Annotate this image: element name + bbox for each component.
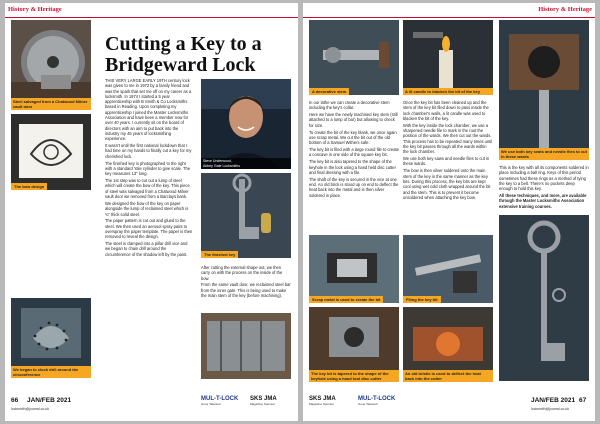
page-number: 66 (11, 397, 19, 404)
photo-steel-salvaged (11, 20, 91, 110)
body-column-5 (499, 165, 589, 211)
portrait-caption: Steve Underwood, Abbey Gate Locksmiths (201, 158, 291, 169)
photo-clock-drill (11, 298, 91, 378)
email: locksmith@journal.co.uk (531, 407, 569, 411)
paragraph: The steel is clamped into a pillar drill vice and we began to chain drill around the circumference of the shadow left by the paint. (105, 241, 188, 257)
section-label: History & Heritage (8, 6, 62, 13)
photo-key-bit-shape (309, 307, 399, 382)
section-header (303, 3, 595, 18)
paragraph: With the key inside the lock chamber, we use a sharpened needle file to mark in the root the position of the wards. We then cut out the wards. This process has to be repeated many times until the key bit passes through all the wards within the lock chamber. (403, 122, 493, 155)
sponsor-logo: SKS JMA Magazine Sponsor (309, 396, 336, 406)
paragraph: Here we have the newly machined key stem (still attached to a lump of bar) but allowing to check for size. (309, 112, 398, 128)
right-page (303, 3, 595, 421)
photo-old-bit (403, 307, 493, 382)
paragraph: It wasn't until the first national lockdown that I had time on my hands to finally cut a key for my cherished lock. (105, 143, 192, 159)
body-column-1 (105, 78, 193, 259)
caption: We use both key seats and needle files to cut in these wards (499, 148, 589, 160)
sponsor-logo: SKS JMA Magazine Sponsor (250, 396, 277, 406)
paragraph: The paper pattern is cut out and glued to the steel. We then used an aerosol spray paint to overspray the paper template. The paper is then removed to reveal the design. (105, 218, 193, 240)
paragraph: The finished key is photographed to the right with a standard Yale cylinder to give scale. The key measures 13" long. (105, 160, 191, 177)
photo-vault-door (201, 313, 291, 379)
paragraph: To create the bit of the key blank, we once again use scrap metal. We cut the bit out of the old bottom of a Samuel Withers safe. (309, 129, 397, 146)
sponsor-logo: MUL-T-LOCK Gone Talented (358, 396, 396, 406)
caption: Scrap metal is used to create the bit (309, 296, 383, 303)
caption: Filing the key bit (403, 296, 441, 303)
body-column-2 (201, 265, 291, 300)
paragraph: This is the key with all its components soldered in place including a ball ring. Keys of this period sometimes had these rings as a method of tying the key to a belt. There's no pockets deep enough to hold this key. (499, 165, 589, 192)
photo-finished-key (201, 173, 291, 258)
caption: A lit candle to blacken the bit of the key (403, 88, 493, 95)
left-page (5, 3, 298, 421)
paragraph: The bow is then silver soldered onto the main stem of the key in the same manner as the key bits. During this process, the key bits are kept cool using wet cold cloth wrapped around the bit and the stem. This is to prevent it become unsoldered when attaching the key bow. (403, 168, 491, 200)
caption: We began to clock drill around the circumference (11, 366, 91, 378)
photo-full-key (499, 215, 589, 381)
body-column-3 (309, 100, 399, 200)
paragraph: We use both key saws and needle files to cut in these wards. (403, 156, 490, 167)
photo-filing (403, 235, 493, 303)
caption: Steel salvaged from a Chatwood Milner vault door (11, 98, 91, 110)
photo-candle (403, 20, 493, 95)
caption: A decorative stem (309, 88, 349, 95)
email: locksmith@journal.co.uk (11, 407, 49, 411)
paragraph: After cutting the external shape out, we then carry on with the process on the inside of the bow. (201, 265, 283, 281)
caption: The finished key (201, 251, 238, 258)
sponsor-logo: MUL-T-LOCK Gone Talented (201, 396, 239, 406)
paragraph: The 1st step was to cut out a lump of steel which will create the bow of the key. This piece of steel was salvaged from a Chatwood Milner vault door we removed from a Barclays bank. (105, 178, 190, 200)
paragraph: THIS VERY LARGE EARLY 19TH century lock was given to me in 1972 by a family friend and was the spark that set me off on my career as a locksmith. In 1974 I started a 5 year apprenticeship with B Smith & Co Locksmiths based in Reading. Upon completing my apprenticeship I joined the Master Locksmiths Association and have been a member now for over 40 years. I currently sit on the board of directors with an aim to put back into the industry my 45 years of locksmithing experience. (105, 78, 192, 142)
photo-scrap-metal (309, 235, 399, 303)
photo-bow-design (11, 114, 91, 190)
page-number: 67 (579, 397, 587, 404)
caption: An old bristle is used to deflect the heat back into the cutter (403, 370, 493, 382)
paragraph: We designed the bow of the key on paper alongside the lump of reclaimed steel which is ¾" thick solid steel. (105, 200, 189, 217)
issue-date: JAN/FEB 2021 (531, 397, 576, 404)
paragraph: All these techniques, and more, are available through the Master Locksmiths Association extensive training courses. (499, 193, 587, 209)
paragraph: The shaft of the key is secured in the vice at one end. An old brick is stood up on end to deflect the heat back into the metal and is then silver soldered in place. (309, 176, 399, 198)
paragraph: The key bit is also tapered to the shape of the keyhole in the lock using a hand held disc cutter and final dressing with a file. (309, 159, 396, 175)
issue-date: JAN/FEB 2021 (27, 397, 72, 404)
body-column-4 (403, 100, 493, 202)
article-title: Cutting a Key to a Bridgeward Lock (105, 33, 262, 76)
paragraph: From the same vault door, we reclaimed steel bar from the inner gate. This is being used to make the main stem of the key (before machining). (201, 282, 291, 299)
section-header (5, 3, 298, 18)
paragraph: Once the key bit has been cleaned up and the stem of the key bit filed down to pass inside the lock chamber's walls, a lit candle was used to blacken the bit of the key. (403, 100, 489, 121)
paragraph: The key bit is filed with a large round file to create a concave in one side of the square key bit. (309, 147, 399, 158)
author-portrait (201, 79, 291, 169)
section-label: History & Heritage (538, 6, 592, 13)
photo-needle-files (499, 20, 589, 160)
photo-decorative-stem (309, 20, 399, 95)
footer-left (5, 391, 298, 421)
paragraph: In our lathe we can create a decorative stem including the key's collar. (309, 100, 390, 111)
caption: The key bit is tapered to the shape of the keyhole using a hand tool disc cutter (309, 370, 399, 382)
footer-right (303, 391, 595, 421)
caption: The bow design (11, 183, 47, 190)
